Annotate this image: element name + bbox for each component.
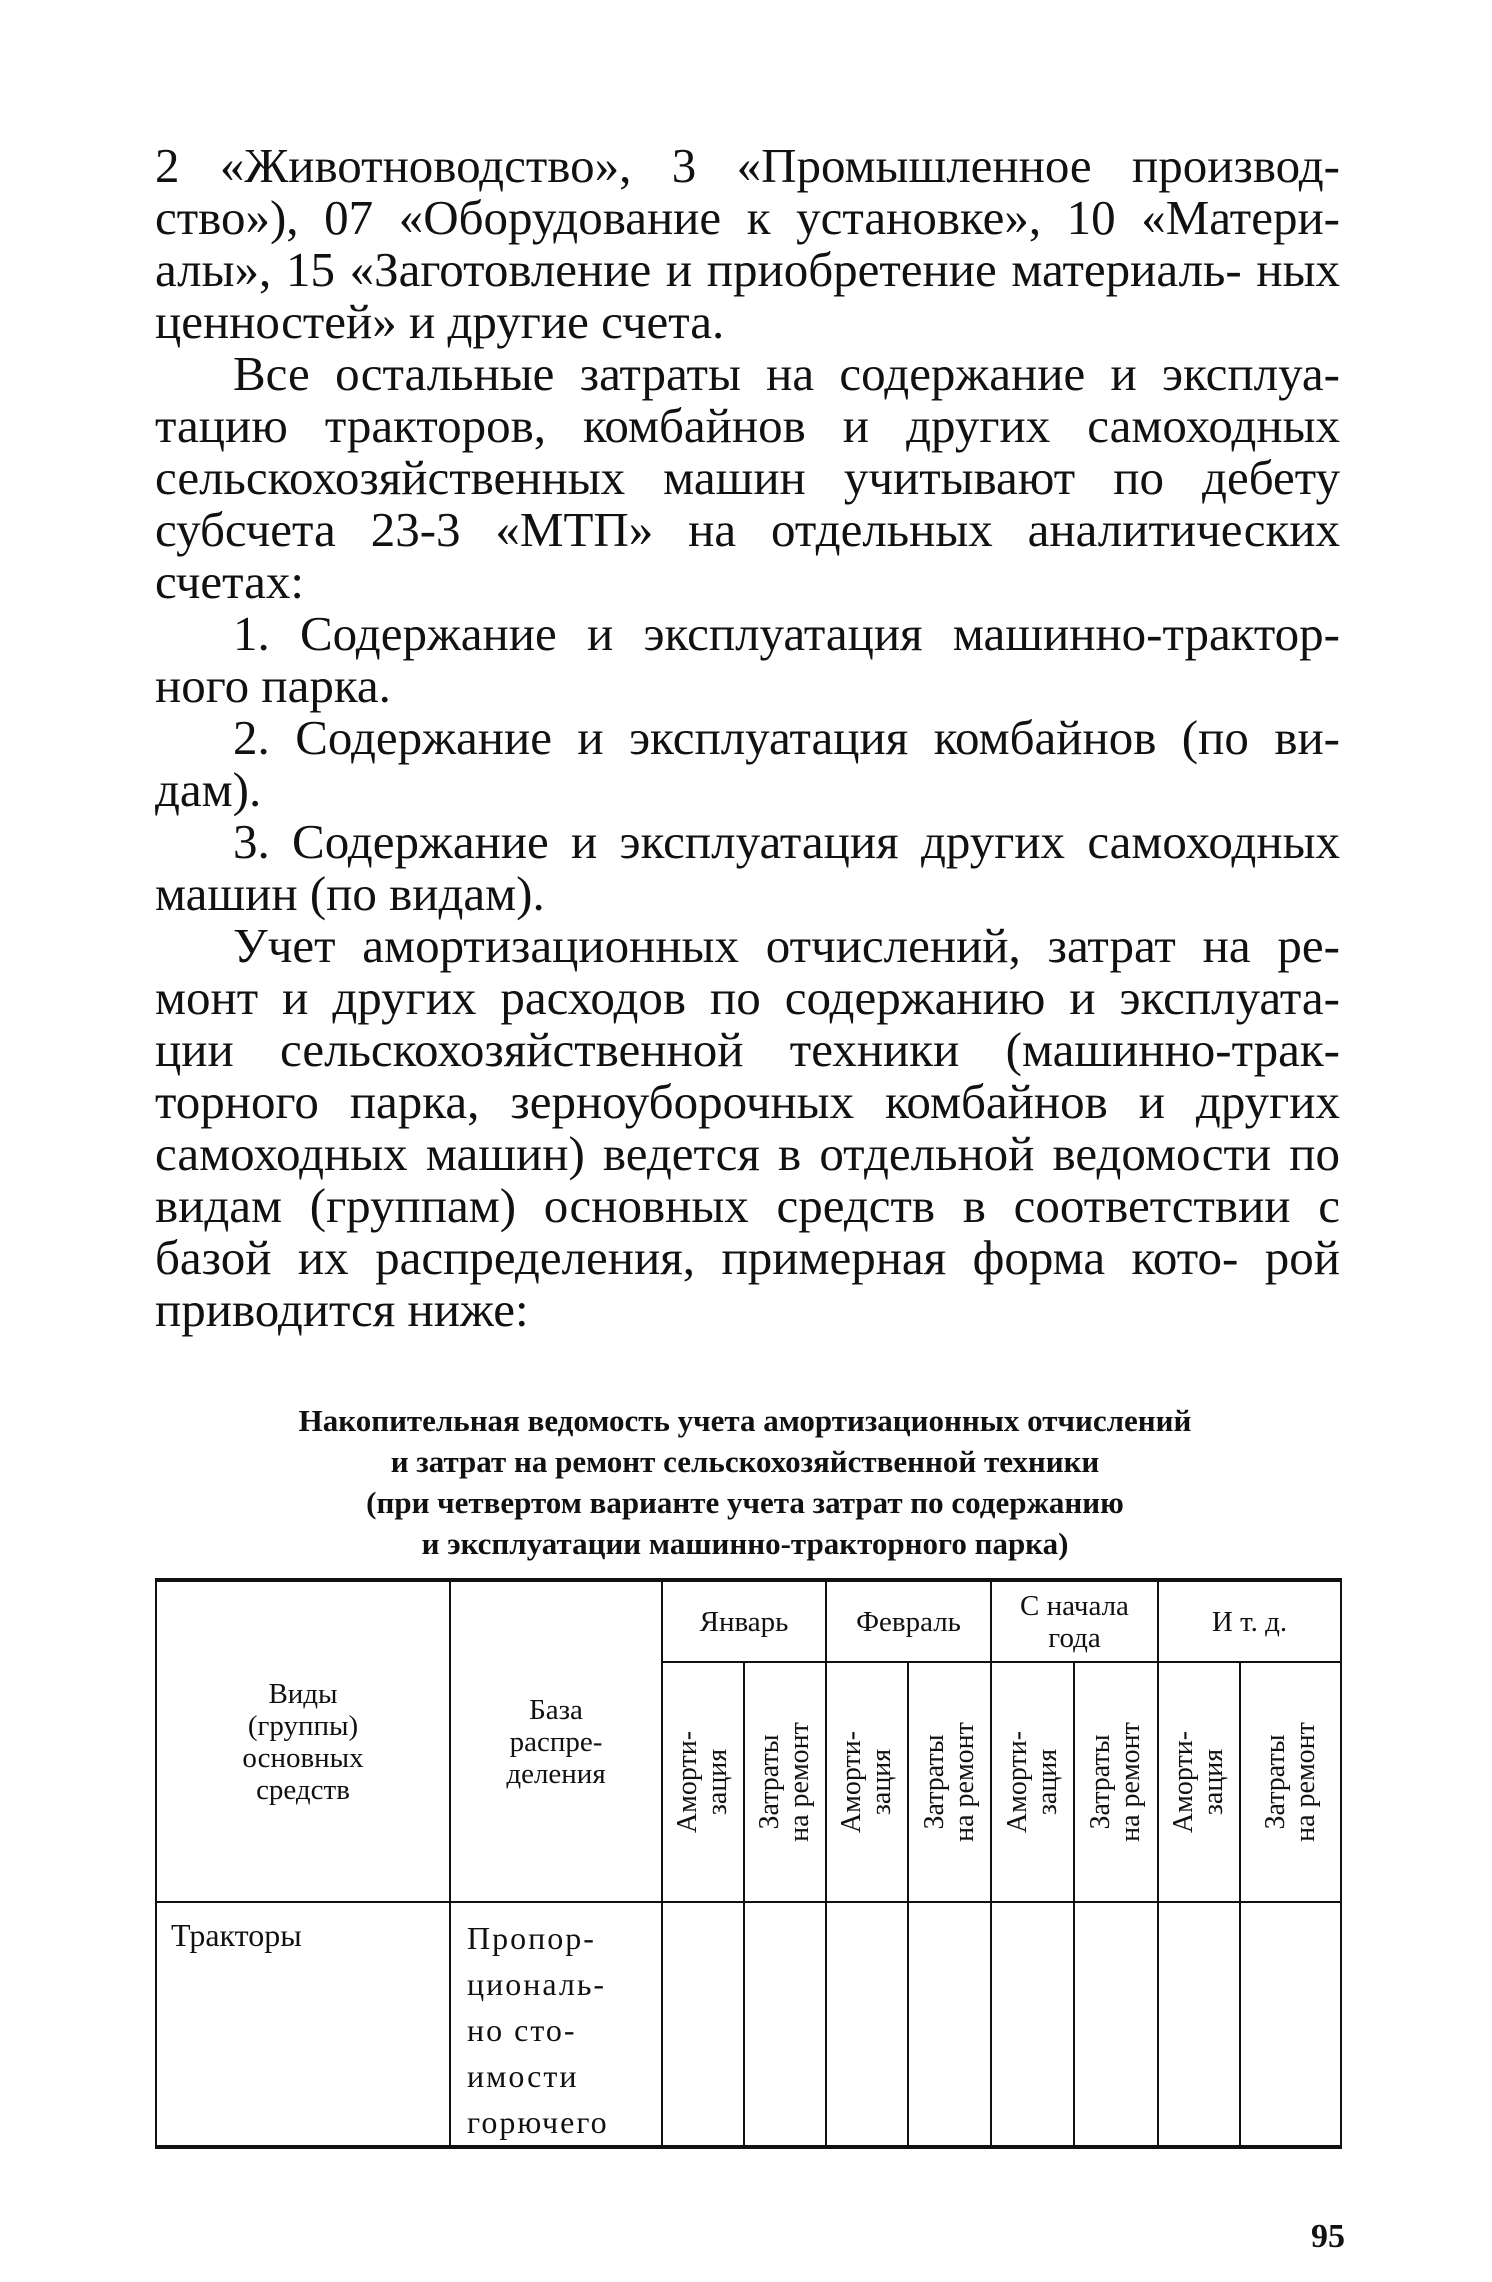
subheader-amortization: Аморти- зация bbox=[662, 1662, 744, 1902]
row-base: Пропор- циональ- но сто- имости горючего bbox=[450, 1902, 662, 2147]
body-text bbox=[155, 140, 1340, 1336]
table-caption: Накопительная ведомость учета амортизационных отчислений и затрат на ремонт сельскохозяйственной техники (при четвертом варианте учета затрат по содержанию и эксплуатации машинно-тракторного парка) bbox=[298, 1403, 1192, 1561]
empty-cell bbox=[1240, 1902, 1341, 2147]
subheader-repair: Затраты на ремонт bbox=[1240, 1662, 1341, 1902]
subheader-amortization: Аморти- зация bbox=[991, 1662, 1074, 1902]
paragraph-2: Все остальные затраты на содержание и эксплуа- тацию тракторов, комбайнов и других самоходных сельскохозяйственных машин учитывают по дебету субсчета 23-3 «МТП» на отдельных аналитических счетах: bbox=[155, 346, 1340, 609]
header-etc: И т. д. bbox=[1158, 1580, 1341, 1662]
empty-cell bbox=[1074, 1902, 1158, 2147]
page-number: 95 bbox=[1311, 2218, 1345, 2255]
list-item-2: 2. Содержание и эксплуатация комбайнов (по ви- дам). bbox=[155, 710, 1340, 817]
subheader-repair: Затраты на ремонт bbox=[744, 1662, 826, 1902]
empty-cell bbox=[744, 1902, 826, 2147]
subheader-repair: Затраты на ремонт bbox=[908, 1662, 991, 1902]
header-february: Февраль bbox=[826, 1580, 991, 1662]
row-kind: Тракторы bbox=[156, 1902, 450, 2147]
header-year-to-date: С начала года bbox=[991, 1580, 1158, 1662]
table-row bbox=[156, 1902, 1341, 2147]
subheader-amortization: Аморти- зация bbox=[1158, 1662, 1240, 1902]
empty-cell bbox=[826, 1902, 908, 2147]
subheader-amortization: Аморти- зация bbox=[826, 1662, 908, 1902]
header-kinds: Виды (группы) основных средств bbox=[156, 1580, 450, 1902]
list-item-1: 1. Содержание и эксплуатация машинно-трактор- ного парка. bbox=[155, 606, 1340, 713]
header-january: Январь bbox=[662, 1580, 826, 1662]
paragraph-1: 2 «Животноводство», 3 «Промышленное производ- ство»), 07 «Оборудование к установке», 10 «Матери- алы», 15 «Заготовление и приобретение материаль- ных ценностей» и другие счета. bbox=[155, 138, 1340, 349]
ledger-table bbox=[155, 1578, 1342, 2149]
list-item-3: 3. Содержание и эксплуатация других самоходных машин (по видам). bbox=[155, 814, 1340, 921]
empty-cell bbox=[662, 1902, 744, 2147]
paragraph-3: Учет амортизационных отчислений, затрат на ре- монт и других расходов по содержанию и эксплуата- ции сельскохозяйственной техники (машинно-трак- торного парка, зерноуборочных комбайнов и других самоходных машин) ведется в отдельной ведомости по видам (группам) основных средств в соответствии с базой их распределения, примерная форма кото- рой приводится ниже: bbox=[155, 918, 1341, 1337]
empty-cell bbox=[1158, 1902, 1240, 2147]
empty-cell bbox=[908, 1902, 991, 2147]
empty-cell bbox=[991, 1902, 1074, 2147]
subheader-repair: Затраты на ремонт bbox=[1074, 1662, 1158, 1902]
header-base: База распре- деления bbox=[450, 1580, 662, 1902]
